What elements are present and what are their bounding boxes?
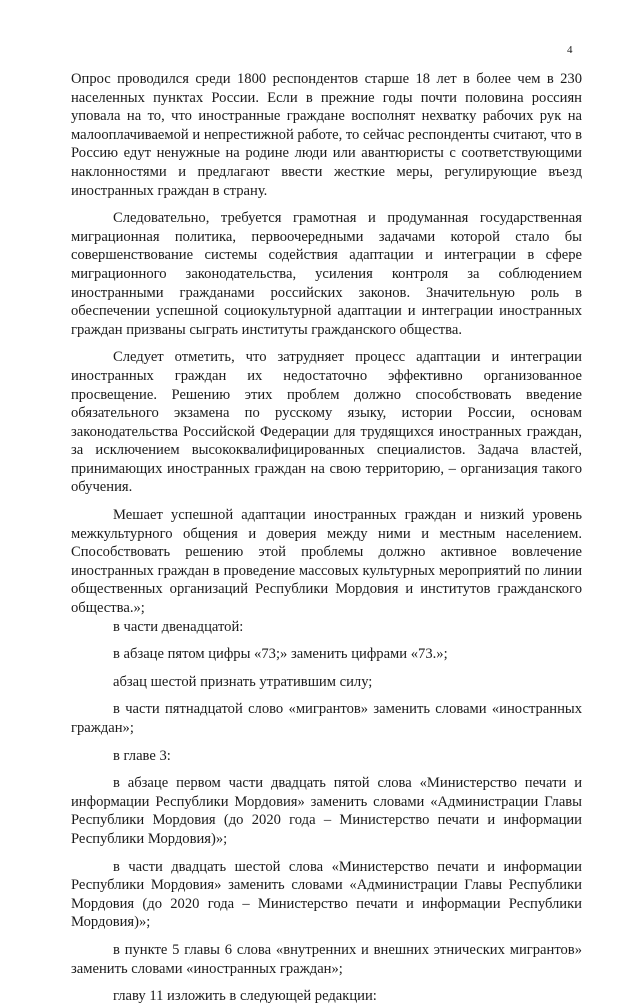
paragraph-migration-policy: Следовательно, требуется грамотная и продуманная государственная миграционная политика, первоочередными задачами которой стало бы совершенствование системы содействия адаптации и интеграции в сфере миграционного законодательства, усиления контроля за соблюдением иностранными гражданами российских законов. Значительную роль в обеспечении успешной социокультурной адаптации и интеграции иностранных граждан призваны сыграть институты гражданского общества. xyxy=(71,210,582,338)
paragraph-survey: Опрос проводился среди 1800 респондентов старше 18 лет в более чем в 230 населенных пунктах России. Если в прежние годы почти половина россиян уповала на то, что иностранные граждане восполнят нехватку рабочих рук на малооплачиваемой и непрестижной работе, то сейчас респонденты считают, что в Россию едут ненужные на родине люди или авантюристы с соответствующими наклонностями и предлагают ввести жесткие меры, регулирующие въезд иностранных граждан в страну. xyxy=(71,71,582,199)
document-body xyxy=(71,70,582,1006)
paragraph-intercultural: Мешает успешной адаптации иностранных граждан и низкий уровень межкультурного общения и доверия между ними и местным населением. Способствовать решению этой проблемы должно активное вовлечение иностранных граждан в проведение массовых культурных мероприятий по линии общественных организаций Республики Мордовия и институтов гражданского общества.»; xyxy=(71,507,582,617)
paragraph-part-twenty-six: в части двадцать шестой слова «Министерство печати и информации Республики Мордовия» заменить словами «Администрации Главы Республики Мордовия (до 2020 года – Министерство печати и информации Республики Мордовия)»; xyxy=(71,858,582,931)
paragraph-part-twenty-five: в абзаце первом части двадцать пятой слова «Министерство печати и информации Республики Мордовия» заменить словами «Администрации Главы Республики Мордовия (до 2020 года – Министерство печати и информации Республики Мордовия)»; xyxy=(71,775,582,847)
paragraph-chapter-eleven: главу 11 изложить в следующей редакции: xyxy=(113,988,377,1005)
paragraph-chapter-three: в главе 3: xyxy=(113,747,171,764)
paragraph-education: Следует отметить, что затрудняет процесс адаптации и интеграции иностранных граждан их недостаточно эффективно организованное просвещение. Решению этих проблем должно способствовать введение обязательного экзамена по русскому языку, истории России, основам законодательства Российской Федерации для трудящихся иностранных граждан, за исключением высококвалифицированных специалистов. Задача властей, принимающих иностранных граждан на свою территорию, – организация такого обучения. xyxy=(71,349,582,496)
paragraph-part-fifteen: в части пятнадцатой слово «мигрантов» заменить словами «иностранных граждан»; xyxy=(71,701,582,736)
paragraph-abzac-six: абзац шестой признать утратившим силу; xyxy=(113,673,373,690)
page-number: 4 xyxy=(567,44,573,56)
paragraph-chapter-six: в пункте 5 главы 6 слова «внутренних и внешних этнических мигрантов» заменить словами «иностранных граждан»; xyxy=(71,941,582,977)
paragraph-part-twelve: в части двенадцатой: xyxy=(113,618,244,635)
paragraph-abzac-five: в абзаце пятом цифры «73;» заменить цифрами «73.»; xyxy=(113,646,448,663)
